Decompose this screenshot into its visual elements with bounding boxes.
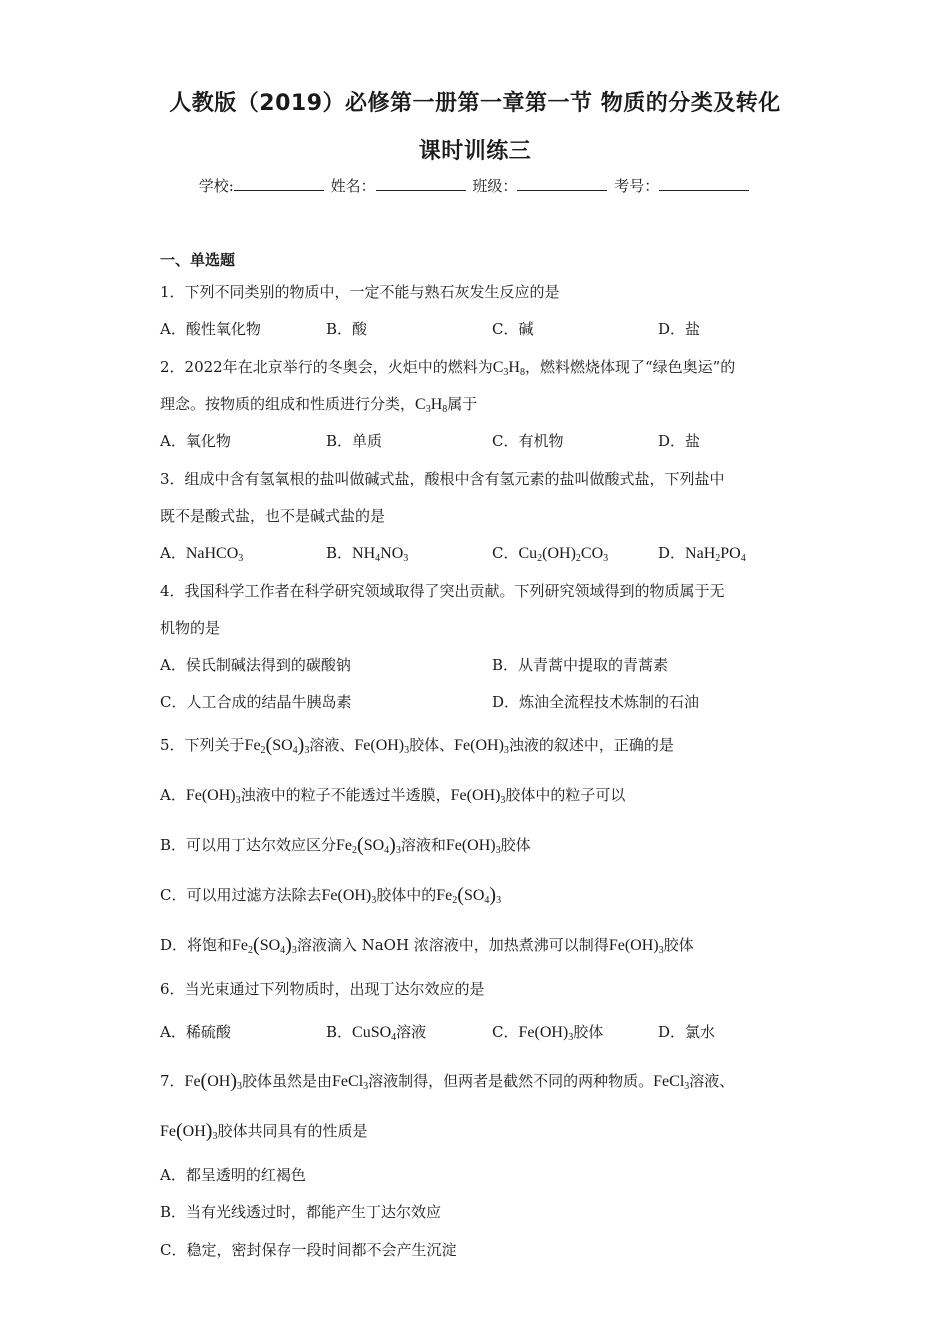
q4-option-a[interactable]: A．侯氏制碱法得到的碳酸钠 (160, 656, 351, 674)
q4-option-d[interactable]: D．炼油全流程技术炼制的石油 (492, 693, 700, 711)
q6-option-c-text: 胶体 (573, 1023, 604, 1041)
question-4-stem-line1: 4．我国科学工作者在科学研究领域取得了突出贡献。下列研究领域得到的物质属于无 (160, 582, 725, 600)
q7-text-e: 胶体共同具有的性质是 (217, 1122, 368, 1140)
q7-option-a[interactable]: A．都呈透明的红褐色 (160, 1166, 306, 1184)
q2-option-d[interactable]: D．盐 (658, 432, 701, 450)
formula-feoh3: $Fe(OH)_3$ (354, 737, 410, 756)
field-label-name: 姓名： (330, 177, 376, 195)
formula-feoh3: $Fe(OH)_3$ (160, 1120, 218, 1142)
q5-option-b-text1: B．可以用丁达尔效应区分 (160, 836, 337, 854)
q6-option-c-label: C． (492, 1023, 519, 1041)
formula-fe2so43: $Fe_2(SO_4)_3$ (232, 934, 297, 956)
question-1-stem: 1．下列不同类别的物质中，一定不能与熟石灰发生反应的是 (160, 283, 560, 301)
question-4-stem-line2: 机物的是 (160, 619, 221, 637)
question-2-stem-line2 (160, 393, 477, 415)
formula-fe2so43: $Fe_2(SO_4)_3$ (436, 884, 502, 906)
formula-fe2so43: $Fe_2(SO_4)_3$ (336, 834, 401, 856)
q5-option-a[interactable] (160, 784, 625, 806)
q1-option-a[interactable]: A．酸性氧化物 (160, 320, 261, 338)
q5-option-d-text1: D．将饱和 (160, 936, 233, 954)
exam-no-blank[interactable] (659, 176, 749, 191)
q3-option-b-label: B． (326, 544, 353, 562)
section-heading: 一、单选题 (160, 251, 236, 269)
q5-option-b[interactable] (160, 834, 531, 857)
q5-option-d[interactable] (160, 934, 694, 957)
q6-option-b-text: 溶液 (396, 1023, 427, 1041)
q3-option-d[interactable] (658, 542, 746, 564)
formula-nah2po4: $NaH_2PO_4$ (685, 545, 746, 564)
q5-option-a-text1: 浊液中的粒子不能透过半透膜， (240, 786, 451, 804)
q7-option-c[interactable]: C．稳定，密封保存一段时间都不会产生沉淀 (160, 1241, 457, 1259)
q2-option-c[interactable]: C．有机物 (492, 432, 564, 450)
q3-option-c[interactable] (492, 542, 608, 564)
q5-option-c-text2: 胶体中的 (376, 886, 437, 904)
q5-option-c[interactable] (160, 884, 501, 907)
q5-option-d-text3: 胶体 (663, 936, 694, 954)
formula-nh4no3: $NH_4NO_3$ (352, 545, 409, 564)
field-label-class: 班级： (472, 177, 518, 195)
formula-feoh3: $Fe(OH)_3$ (454, 737, 509, 756)
formula-feoh3: $Fe(OH)_3$ (184, 1070, 242, 1092)
q7-text-d: 溶液、 (689, 1072, 735, 1090)
q2-text-c: 理念。按物质的组成和性质进行分类， (160, 395, 416, 413)
q6-option-b[interactable] (326, 1021, 426, 1043)
question-5-stem (160, 734, 674, 757)
school-blank[interactable] (234, 176, 324, 191)
q7-option-b[interactable]: B．当有光线透过时，都能产生丁达尔效应 (160, 1203, 442, 1221)
name-blank[interactable] (376, 176, 466, 191)
q6-option-c[interactable] (492, 1021, 603, 1043)
formula-fecl3: FeCl$_3$ (653, 1073, 690, 1092)
q6-option-b-label: B． (326, 1023, 353, 1041)
q3-option-d-label: D． (658, 544, 686, 562)
page-subtitle: 课时训练三 (418, 139, 532, 164)
q4-option-c[interactable]: C．人工合成的结晶牛胰岛素 (160, 693, 352, 711)
q6-option-d[interactable]: D．氯水 (658, 1023, 716, 1041)
q3-option-a[interactable] (160, 542, 243, 564)
formula-cu2oh2co3: $Cu_2(OH)_2CO_3$ (518, 545, 609, 564)
q2-option-a[interactable]: A．氧化物 (160, 432, 231, 450)
q5-text-d: 浊液的叙述中，正确的是 (508, 736, 674, 754)
formula-c3h8: $C_3H_8$ (492, 359, 525, 378)
formula-cuso4: CuSO$_4$ (352, 1024, 397, 1043)
field-label-school: 学校: (198, 177, 234, 195)
q4-option-b[interactable]: B．从青蒿中提取的青蒿素 (492, 656, 669, 674)
question-2-stem-line1 (160, 356, 735, 378)
q5-option-d-text2: 溶液滴入 NaOH 浓溶液中，加热煮沸可以制得 (296, 936, 609, 954)
q6-option-a[interactable]: A．稀硫酸 (160, 1023, 231, 1041)
q7-text-c: 溶液制得，但两者是截然不同的两种物质。 (368, 1072, 654, 1090)
q3-option-c-label: C． (492, 544, 519, 562)
q1-option-d[interactable]: D．盐 (658, 320, 701, 338)
question-6-stem: 6．当光束通过下列物质时，出现丁达尔效应的是 (160, 980, 485, 998)
q5-option-b-text3: 胶体 (500, 836, 531, 854)
q5-option-b-text2: 溶液和 (400, 836, 446, 854)
q3-option-a-label: A． (160, 544, 186, 562)
student-info-row (0, 175, 950, 196)
q5-option-a-label: A． (160, 786, 186, 804)
formula-feoh3: $Fe(OH)_3$ (518, 1024, 574, 1043)
q5-text-a: 5．下列关于 (160, 736, 245, 754)
q2-option-b[interactable]: B．单质 (326, 432, 383, 450)
question-3-stem-line1: 3．组成中含有氢氧根的盐叫做碱式盐，酸根中含有氢元素的盐叫做酸式盐，下列盐中 (160, 470, 725, 488)
q7-text-a: 7． (160, 1072, 185, 1090)
formula-feoh3: $Fe(OH)_3$ (185, 787, 241, 806)
formula-c3h8: $C_3H_8$ (415, 396, 448, 415)
class-blank[interactable] (517, 176, 607, 191)
q5-option-c-text1: C．可以用过滤方法除去 (160, 886, 322, 904)
formula-fe2so43: $Fe_2(SO_4)_3$ (244, 734, 310, 756)
question-7-stem-line2 (160, 1120, 367, 1143)
q5-text-c: 胶体、 (409, 736, 455, 754)
q3-option-b[interactable] (326, 542, 408, 564)
q7-text-b: 胶体虽然是由 (242, 1072, 333, 1090)
q2-text-d: 属于 (447, 395, 478, 413)
formula-feoh3: $Fe(OH)_3$ (450, 787, 506, 806)
formula-nahco3: NaHCO$_3$ (185, 545, 244, 564)
page-title: 人教版（2019）必修第一册第一章第一节 物质的分类及转化 (169, 91, 781, 116)
formula-feoh3: $Fe(OH)_3$ (608, 937, 664, 956)
formula-feoh3: $Fe(OH)_3$ (321, 887, 377, 906)
formula-fecl3: FeCl$_3$ (332, 1073, 369, 1092)
field-label-exam-no: 考号： (614, 177, 660, 195)
q1-option-c[interactable]: C．碱 (492, 320, 534, 338)
formula-feoh3: $Fe(OH)_3$ (445, 837, 501, 856)
q1-option-b[interactable]: B．酸 (326, 320, 368, 338)
question-3-stem-line2: 既不是酸式盐，也不是碱式盐的是 (160, 507, 386, 525)
q2-text-a: 2．2022年在北京举行的冬奥会，火炬中的燃料为 (160, 358, 493, 376)
q5-text-b: 溶液、 (309, 736, 355, 754)
q5-option-a-text2: 胶体中的粒子可以 (505, 786, 626, 804)
q2-text-b: ，燃料燃烧体现了“绿色奥运”的 (524, 358, 736, 376)
question-7-stem-line1 (160, 1070, 734, 1093)
